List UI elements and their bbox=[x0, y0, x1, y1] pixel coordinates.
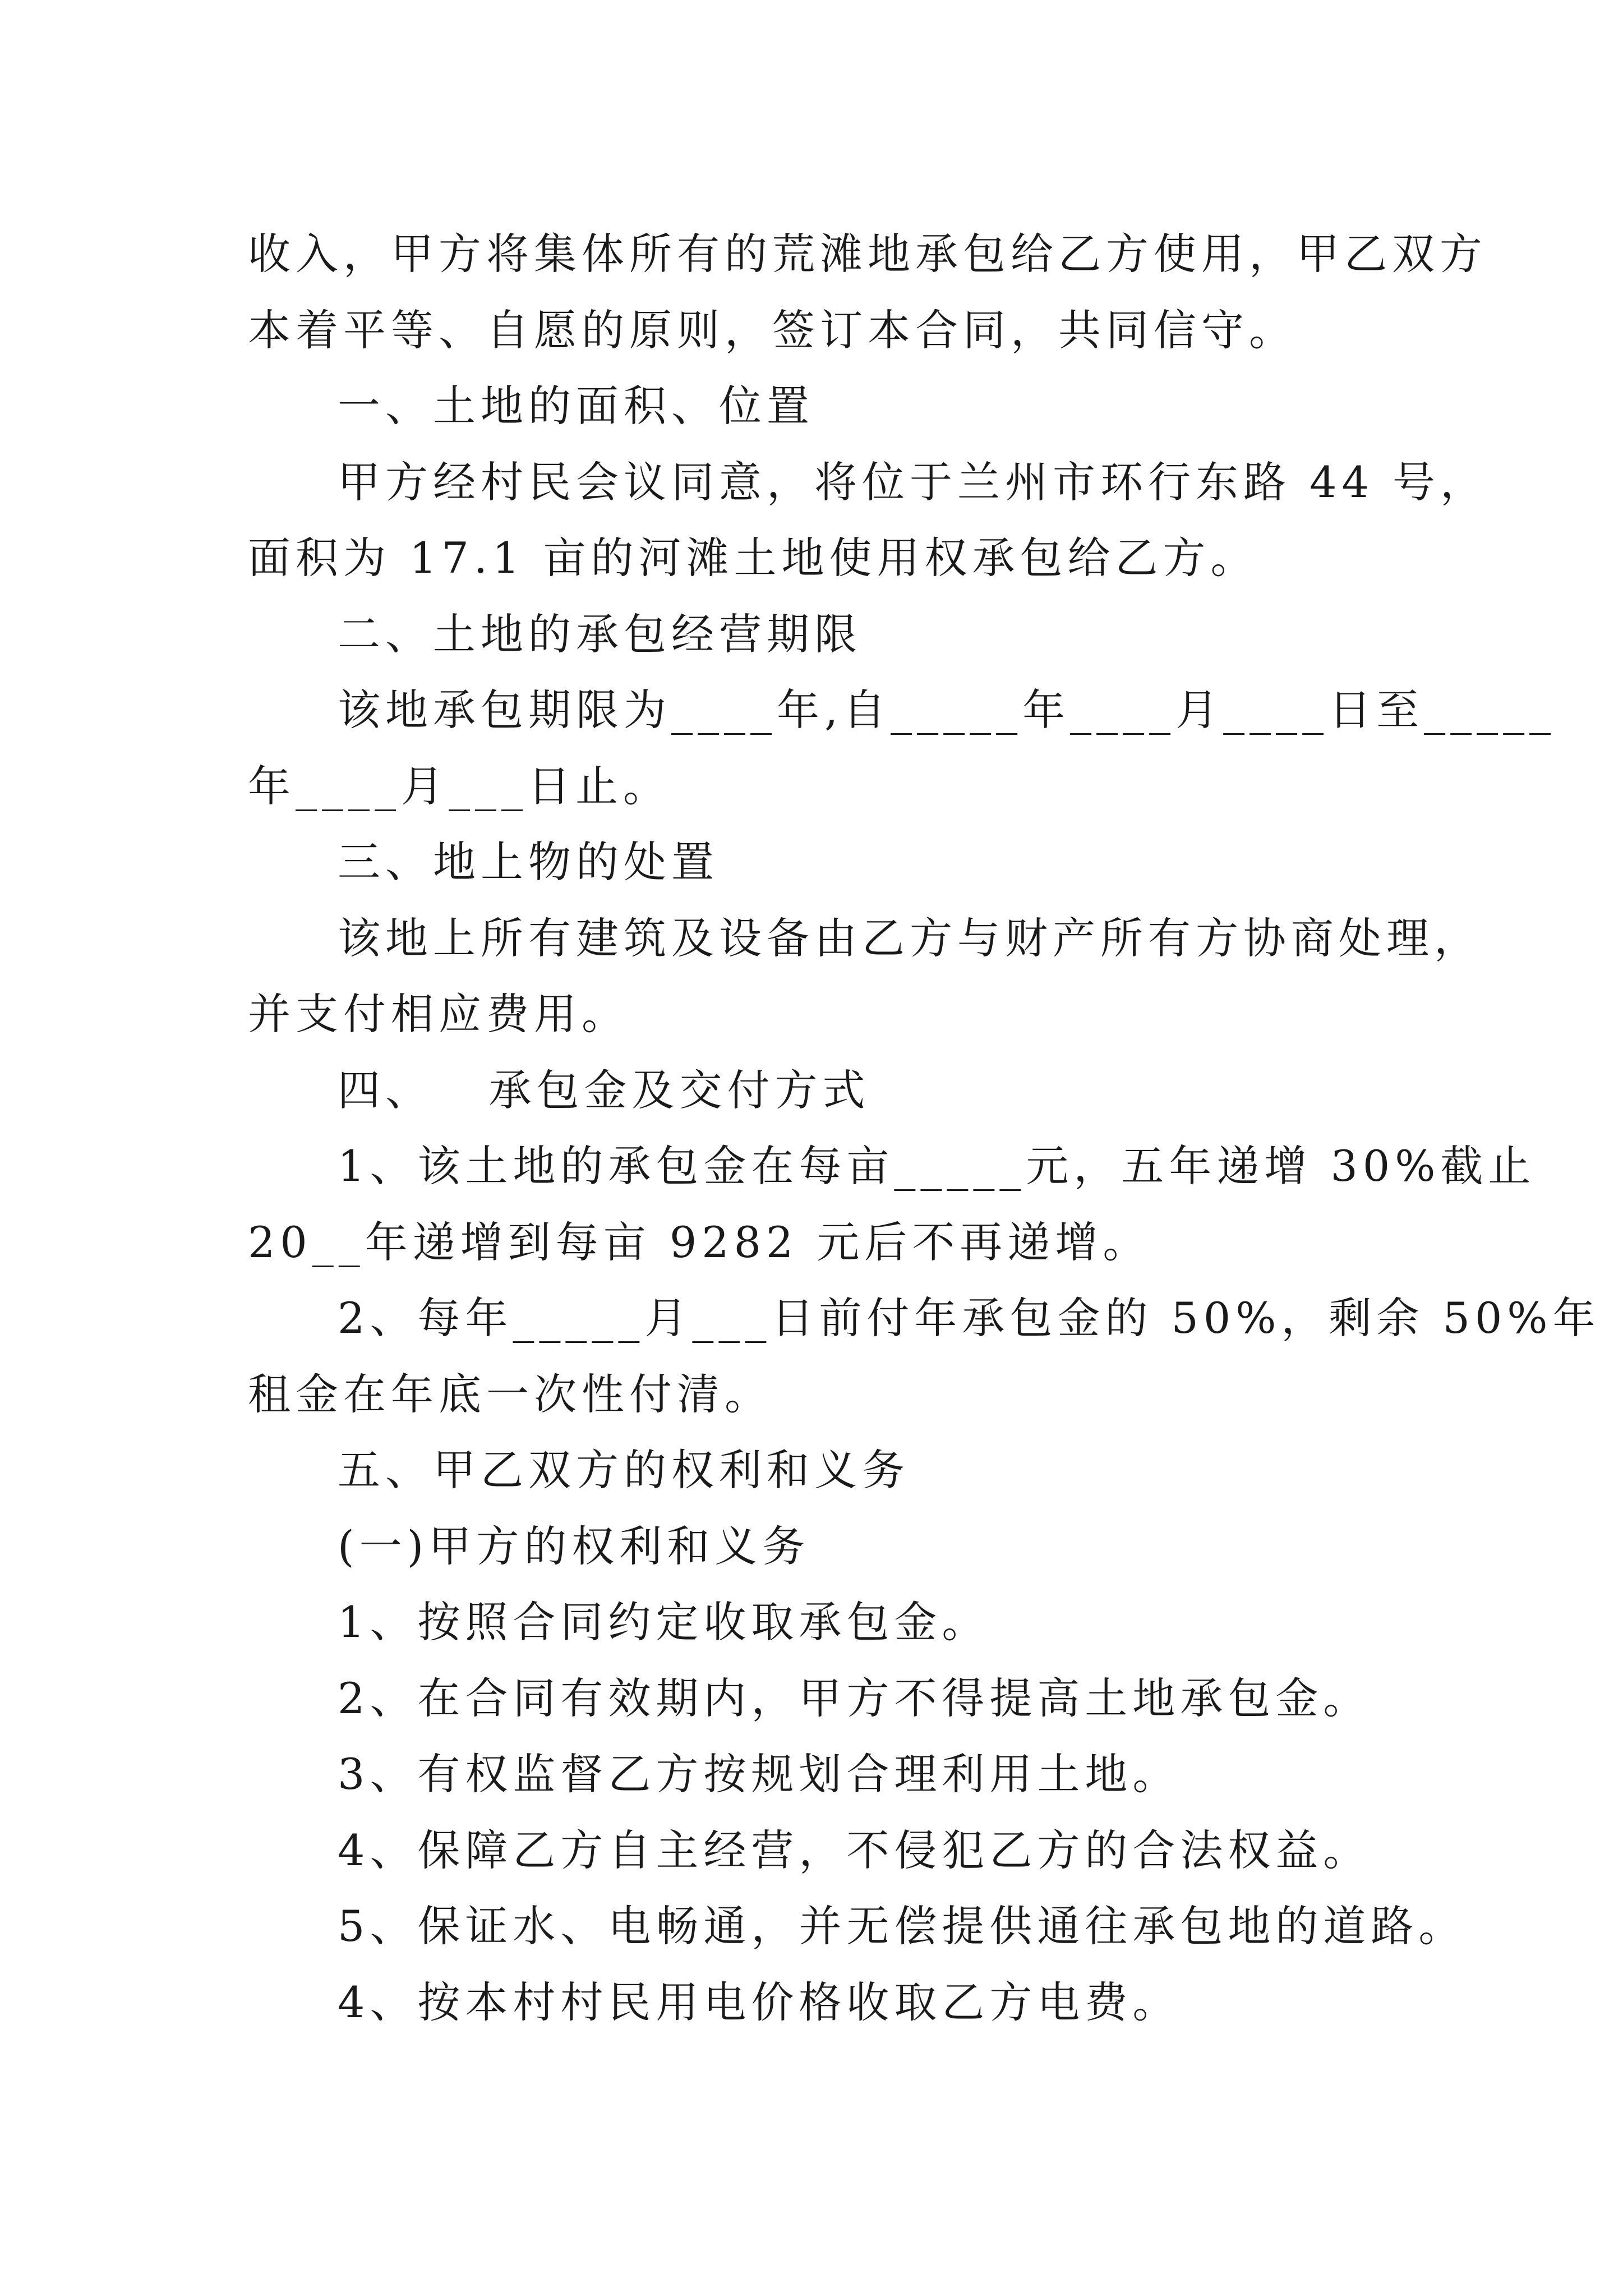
paragraph-line: 该地承包期限为____年,自_____年____月____日至_____ bbox=[338, 685, 1556, 735]
section-heading-5: 五、甲乙双方的权利和义务 bbox=[338, 1445, 910, 1495]
list-item: 3、有权监督乙方按规划合理利用土地。 bbox=[338, 1749, 1181, 1799]
section-heading-4: 四、 承包金及交付方式 bbox=[338, 1065, 870, 1115]
list-item: 4、保障乙方自主经营，不侵犯乙方的合法权益。 bbox=[338, 1825, 1371, 1875]
paragraph-line: 甲方经村民会议同意，将位于兰州市环行东路 44 号， bbox=[338, 457, 1488, 507]
list-item: 2、在合同有效期内，甲方不得提高土地承包金。 bbox=[338, 1673, 1371, 1723]
section-heading-2: 二、土地的承包经营期限 bbox=[338, 609, 862, 659]
paragraph-line: 本着平等、自愿的原则，签订本合同，共同信守。 bbox=[248, 305, 1297, 355]
paragraph-line: 收入，甲方将集体所有的荒滩地承包给乙方使用，甲乙双方 bbox=[248, 229, 1487, 279]
paragraph-line: 并支付相应费用。 bbox=[248, 989, 629, 1039]
paragraph-line: 2、每年_____月___日前付年承包金的 50%，剩余 50%年 bbox=[338, 1293, 1601, 1343]
paragraph-line: 该地上所有建筑及设备由乙方与财产所有方协商处理， bbox=[338, 913, 1482, 963]
paragraph-line: 租金在年底一次性付清。 bbox=[248, 1369, 772, 1419]
contract-text-body bbox=[248, 216, 1601, 2040]
list-item: 5、保证水、电畅通，并无偿提供通往承包地的道路。 bbox=[338, 1901, 1467, 1951]
list-item: 1、按照合同约定收取承包金。 bbox=[338, 1597, 990, 1647]
section-heading-3: 三、地上物的处置 bbox=[338, 837, 719, 887]
section-heading-1: 一、土地的面积、位置 bbox=[338, 381, 814, 431]
paragraph-line: 20__年递增到每亩 9282 元后不再递增。 bbox=[248, 1217, 1151, 1267]
subsection-heading: (一)甲方的权利和义务 bbox=[338, 1521, 810, 1571]
paragraph-line: 1、该土地的承包金在每亩_____元，五年递增 30%截止 bbox=[338, 1141, 1536, 1191]
list-item: 4、按本村村民用电价格收取乙方电费。 bbox=[338, 1977, 1181, 2027]
paragraph-line: 面积为 17.1 亩的河滩土地使用权承包给乙方。 bbox=[248, 533, 1258, 583]
paragraph-line: 年____月___日止。 bbox=[248, 761, 671, 811]
